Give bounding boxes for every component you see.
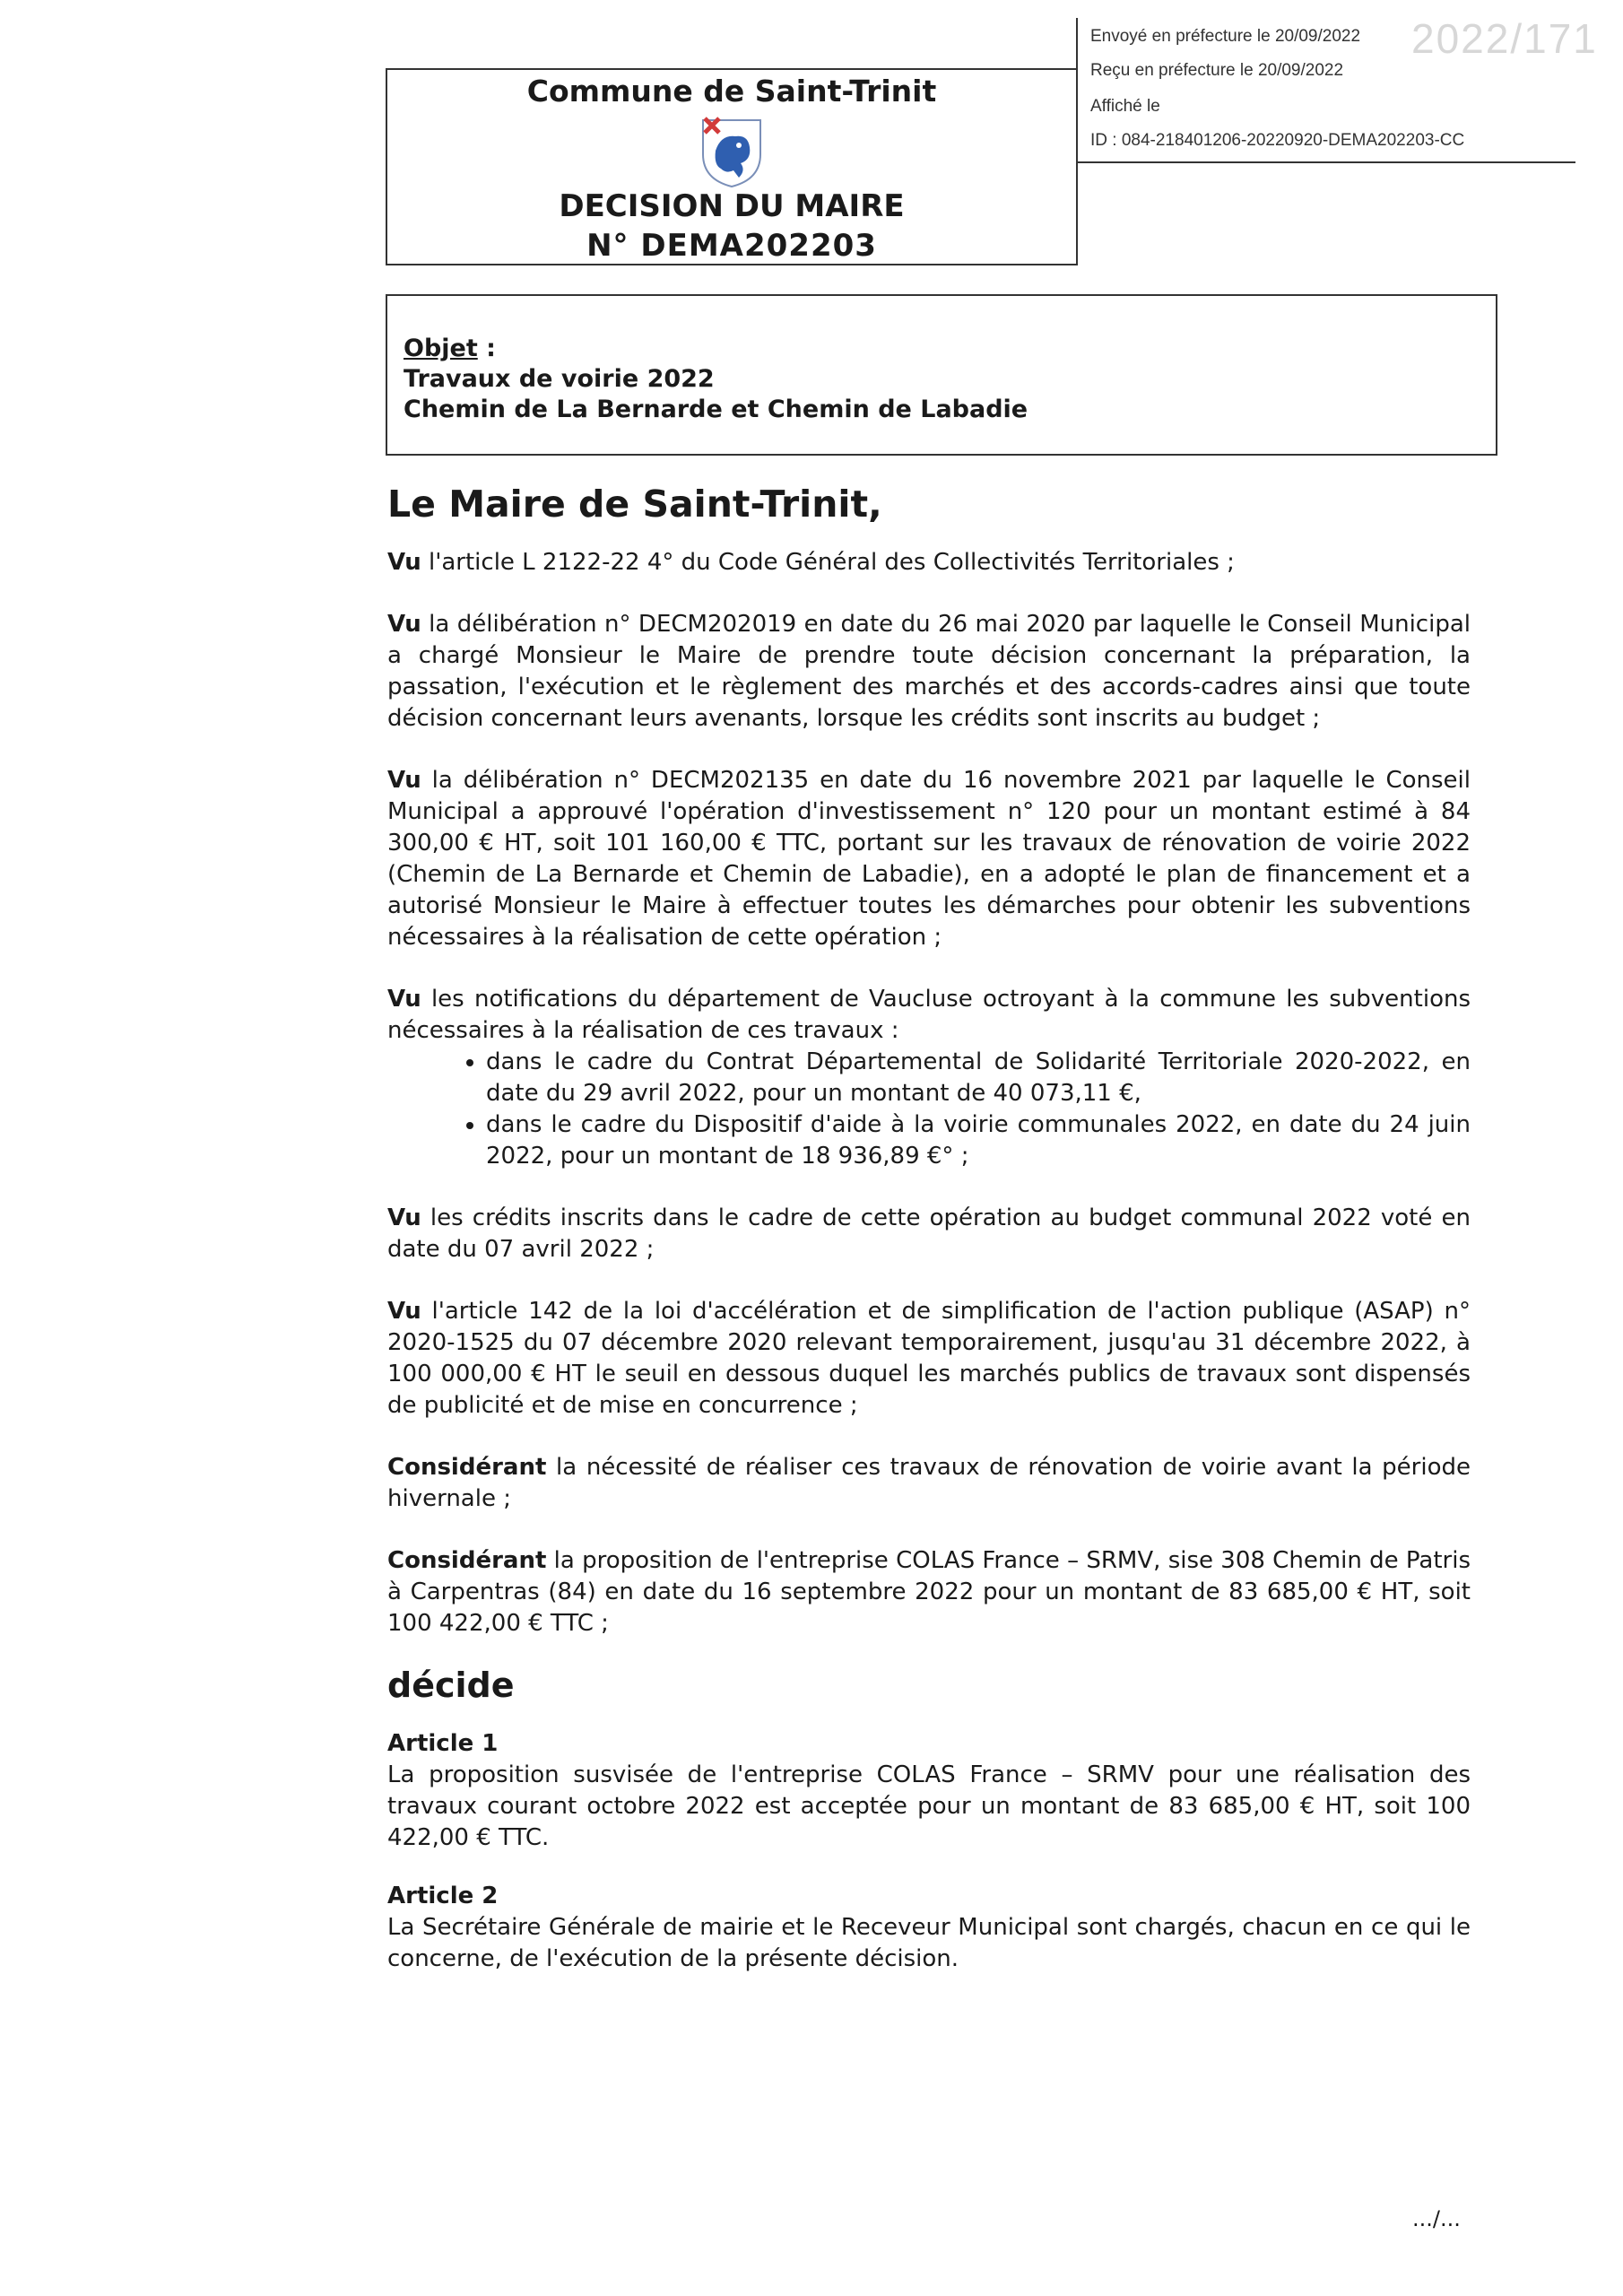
article-1-text: La proposition susvisée de l'entreprise COLAS France – SRMV pour une réalisation des travaux courant octobre 2022 est acceptée pour un montant de 83 685,00 € HT, soit 100 422,00 € TTC. [387, 1761, 1471, 1851]
stamp-sent: Envoyé en préfecture le 20/09/2022 [1090, 27, 1361, 46]
object-line-1: Travaux de voirie 2022 [404, 365, 715, 393]
considerant-text: la proposition de l'entreprise COLAS France – SRMV, sise 308 Chemin de Patris à Carpentras (84) en date du 16 septembre 2022 pour un montant de 83 685,00 € HT, soit 100 422,00 € TTC ; [387, 1547, 1471, 1637]
vu-text: la délibération n° DECM202019 en date du 26 mai 2020 par laquelle le Conseil Municipal a chargé Monsieur le Maire de prendre toute décision concernant la préparation, la passation, l'exécution et le règlement des marchés et des accords-cadres ainsi que toute décision concernant leurs avenants, lorsque les crédits sont inscrits au budget ; [387, 611, 1471, 732]
article-2-title: Article 2 [387, 1883, 499, 1909]
object-box [386, 294, 1497, 456]
prefecture-stamp [1076, 15, 1598, 163]
commune-name: Commune de Saint-Trinit [526, 74, 937, 109]
stamp-id: ID : 084-218401206-20220920-DEMA202203-CC [1090, 131, 1465, 150]
object-label: Objet [404, 335, 478, 362]
decision-number: N° DEMA202203 [586, 228, 877, 264]
vu-paragraph-1 [387, 547, 1471, 578]
vu-lead: Vu [387, 767, 421, 794]
vu-lead: Vu [387, 549, 421, 576]
vu-paragraph-2 [387, 609, 1471, 735]
vu-lead: Vu [387, 1205, 421, 1231]
vu-text: les crédits inscrits dans le cadre de cette opération au budget communal 2022 voté en date du 07 avril 2022 ; [387, 1205, 1471, 1263]
vu-paragraph-3 [387, 765, 1471, 953]
stamp-received: Reçu en préfecture le 20/09/2022 [1090, 61, 1344, 80]
decision-header [386, 68, 1078, 265]
object-label-line [404, 334, 1496, 364]
vu-paragraph-4 [387, 984, 1471, 1047]
considerant-paragraph-2 [387, 1545, 1471, 1639]
subsidy-list [387, 1047, 1471, 1172]
object-label-suffix: : [477, 335, 496, 362]
decision-body [387, 483, 1471, 2002]
page-continuation: .../... [1412, 2206, 1461, 2231]
considerant-text: la nécessité de réaliser ces travaux de rénovation de voirie avant la période hivernale ; [387, 1454, 1471, 1512]
article-2-text: La Secrétaire Générale de mairie et le Receveur Municipal sont chargés, chacun en ce qui le concerne, de l'exécution de la présente décision. [387, 1914, 1471, 1972]
considerant-lead: Considérant [387, 1454, 547, 1481]
list-item: • dans le cadre du Contrat Départemental de Solidarité Territoriale 2020-2022, en date du 29 avril 2022, pour un montant de 40 073,11 €, [486, 1047, 1471, 1109]
article-1-title: Article 1 [387, 1730, 499, 1757]
list-item: • dans le cadre du Dispositif d'aide à la voirie communales 2022, en date du 24 juin 2022, pour un montant de 18 936,89 €° ; [486, 1109, 1471, 1172]
mayor-heading: Le Maire de Saint-Trinit, [387, 483, 882, 526]
vu-text: les notifications du département de Vaucluse octroyant à la commune les subventions nécessaires à la réalisation de ces travaux : [387, 986, 1471, 1044]
vu-text: l'article 142 de la loi d'accélération et de simplification de l'action publique (ASAP) n° 2020-1525 du 07 décembre 2020 relevant temporairement, jusqu'au 31 décembre 2022, à 100 000,00 € HT le seuil en dessous duquel les marchés publics de travaux sont dispensés de publicité et de mise en concurrence ; [387, 1298, 1471, 1419]
object-line-2: Chemin de La Bernarde et Chemin de Labadie [404, 396, 1028, 423]
decide-heading: décide [387, 1665, 515, 1705]
vu-paragraph-5 [387, 1203, 1471, 1265]
vu-lead: Vu [387, 1298, 421, 1325]
vu-lead: Vu [387, 986, 421, 1013]
vu-lead: Vu [387, 611, 421, 638]
coat-of-arms-icon [696, 115, 768, 190]
vu-text: la délibération n° DECM202135 en date du 16 novembre 2021 par laquelle le Conseil Municipal a approuvé l'opération d'investissement n° 120 pour un montant estimé à 84 300,00 € HT, soit 101 160,00 € TTC, portant sur les travaux de rénovation de voirie 2022 (Chemin de La Bernarde et Chemin de Labadie), en a adopté le plan de financement et a autorisé Monsieur le Maire à effectuer toutes les démarches pour obtenir les subventions nécessaires à la réalisation de cette opération ; [387, 767, 1471, 951]
vu-text: l'article L 2122-22 4° du Code Général des Collectivités Territoriales ; [421, 549, 1235, 576]
vu-paragraph-6 [387, 1296, 1471, 1422]
stamp-posted: Affiché le [1090, 97, 1160, 116]
decision-title: DECISION DU MAIRE [559, 188, 905, 224]
considerant-paragraph-1 [387, 1452, 1471, 1515]
registration-number: 2022/171 [1411, 15, 1598, 62]
considerant-lead: Considérant [387, 1547, 547, 1574]
